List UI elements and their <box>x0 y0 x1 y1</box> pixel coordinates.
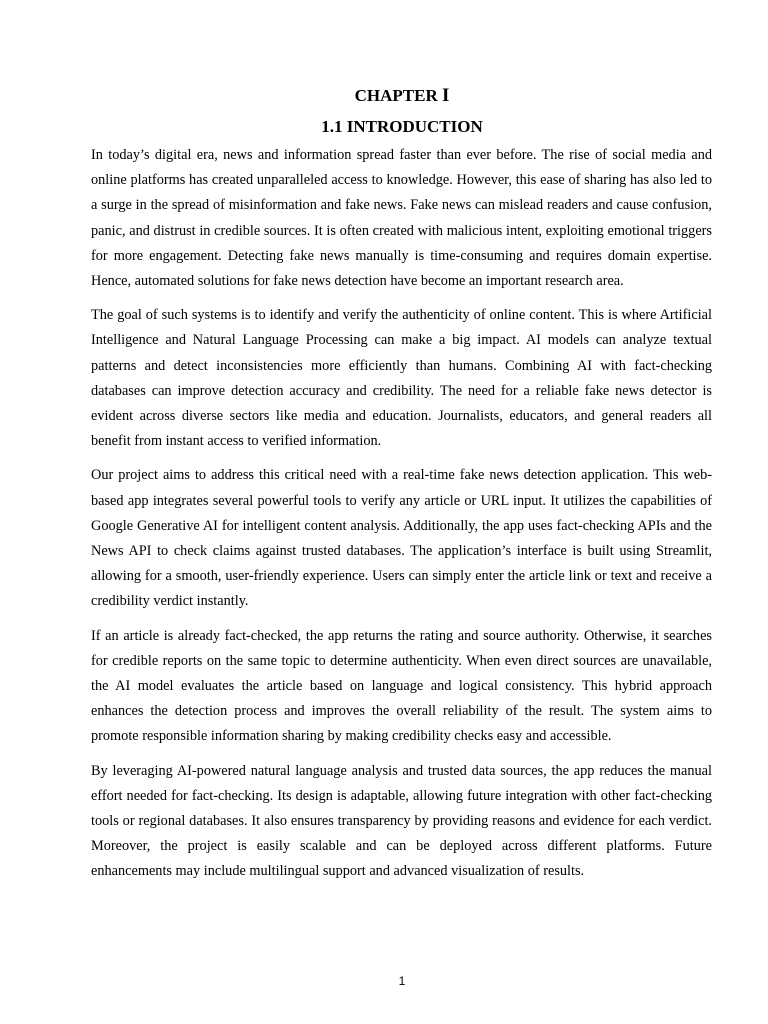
chapter-label: CHAPTER <box>354 86 438 105</box>
body-text <box>91 143 712 894</box>
page-number: 1 <box>398 974 406 988</box>
paragraph-2: The goal of such systems is to identify and verify the authenticity of online content. This is where Artificial Intelligence and Natural Language Processing can make a big impact. AI models can analyze textual patterns and detect inconsistencies more efficiently than humans. Combining AI with fact-checking databases can improve detection accuracy and credibility. The need for a reliable fake news detector is evident across diverse sectors like media and education. Journalists, educators, and general readers all benefit from instant access to verified information. <box>91 307 712 450</box>
paragraph-3: Our project aims to address this critical need with a real-time fake news detection application. This web-based app integrates several powerful tools to verify any article or URL input. It utilizes the capabilities of Google Generative AI for intelligent content analysis. Additionally, the app uses fact-checking APIs and the News API to check claims against trusted databases. The application’s interface is built using Streamlit, allowing for a smooth, user-friendly experience. Users can simply enter the article link or text and receive a credibility verdict instantly. <box>91 467 712 610</box>
section-title: 1.1 INTRODUCTION <box>321 117 483 136</box>
chapter-number: I <box>441 85 450 106</box>
paragraph-5: By leveraging AI-powered natural language analysis and trusted data sources, the app reduces the manual effort needed for fact-checking. Its design is adaptable, allowing future integration with other fact-checking tools or regional databases. It also ensures transparency by providing reasons and evidence for each verdict. Moreover, the project is easily scalable and can be deployed across different platforms. Future enhancements may include multilingual support and advanced visualization of results. <box>91 762 712 880</box>
paragraph-1: In today’s digital era, news and information spread faster than ever before. The rise of social media and online platforms has created unparalleled access to knowledge. However, this ease of sharing has also led to a surge in the spread of misinformation and fake news. Fake news can mislead readers and cause confusion, panic, and distrust in credible sources. It is often created with malicious intent, exploiting emotional triggers for more engagement. Detecting fake news manually is time-consuming and requires domain expertise. Hence, automated solutions for fake news detection have become an important research area. <box>91 147 712 290</box>
chapter-heading <box>0 84 768 108</box>
paragraph-4: If an article is already fact-checked, the app returns the rating and source authority. Otherwise, it searches for credible reports on the same topic to determine authenticity. When even direct sources are unavailable, the AI model evaluates the article based on language and logical consistency. This hybrid approach enhances the detection process and improves the overall reliability of the result. The system aims to promote responsible information sharing by making credibility checks easy and accessible. <box>91 627 712 745</box>
